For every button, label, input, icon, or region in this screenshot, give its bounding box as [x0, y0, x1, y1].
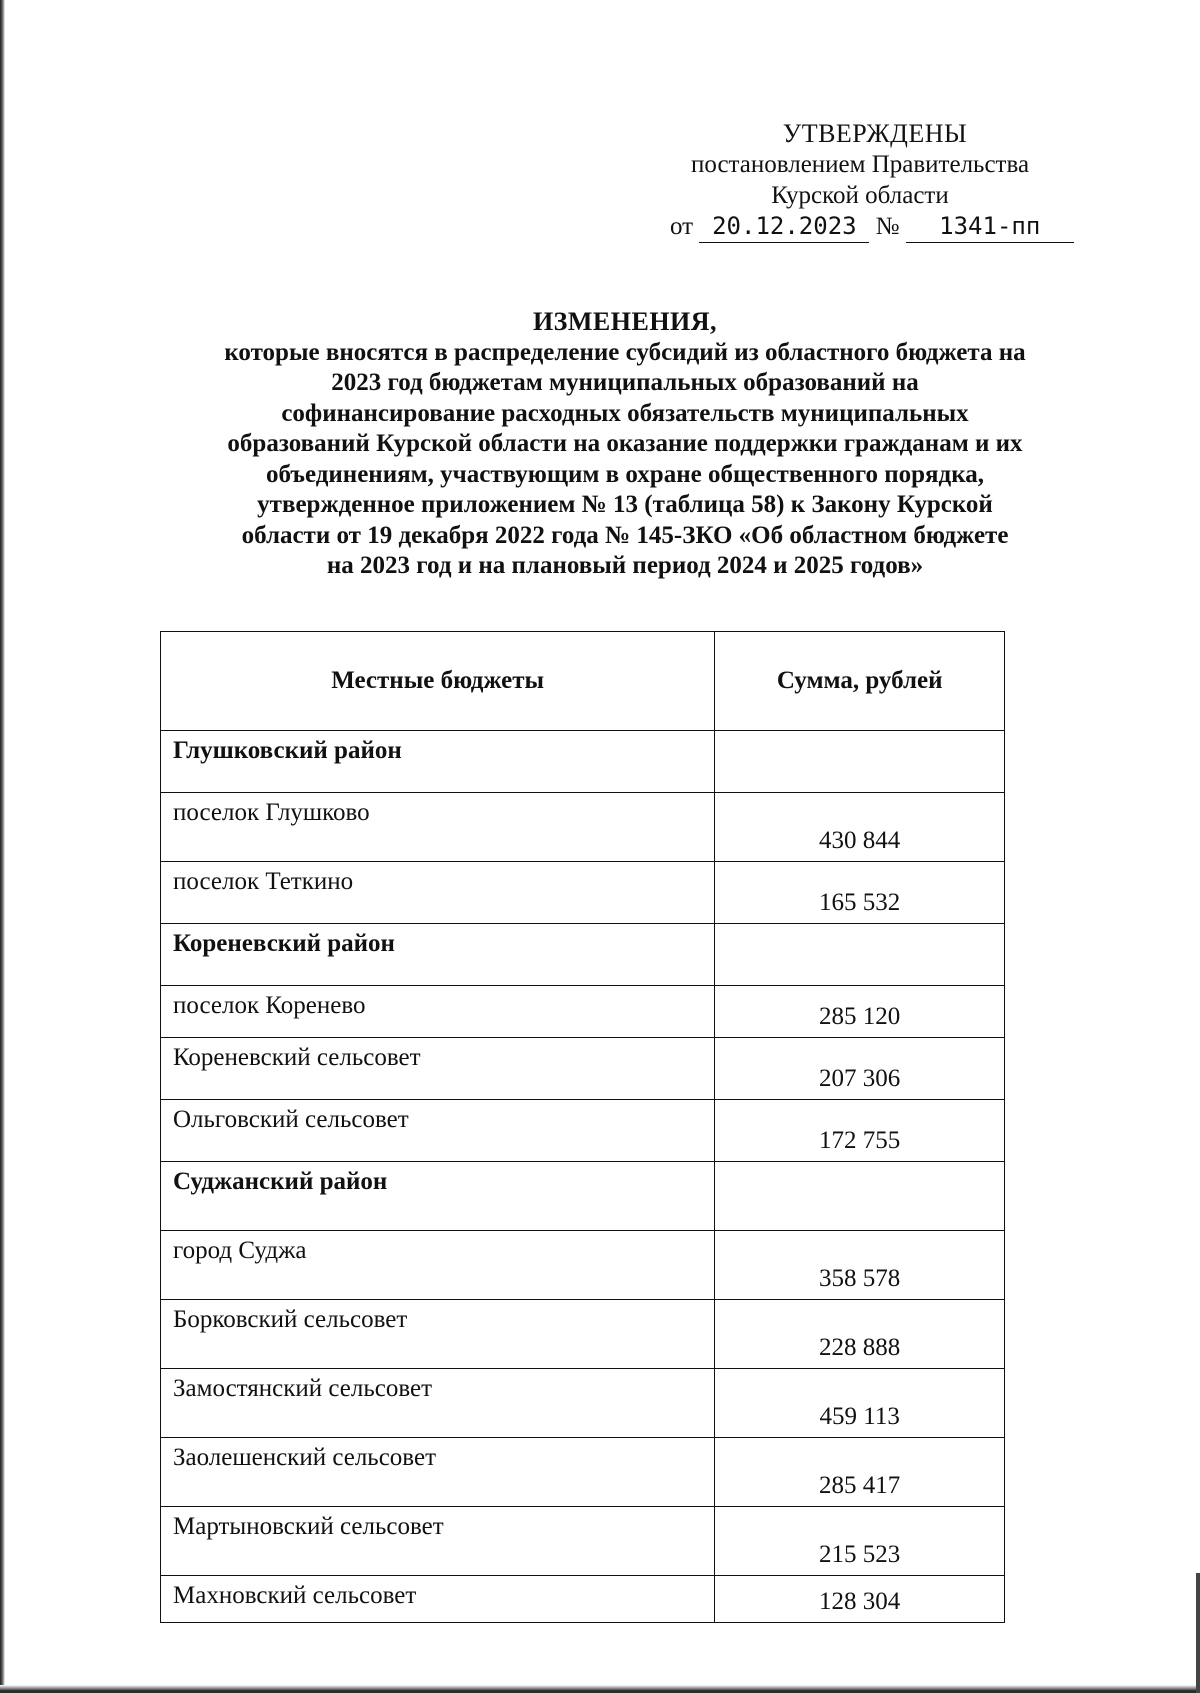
- scan-edge-corner: [1196, 1573, 1200, 1693]
- approval-block: [640, 118, 1080, 243]
- header-local-budgets: Местные бюджеты: [161, 632, 715, 731]
- row-sum: [715, 1162, 1005, 1231]
- row-name: Глушковский район: [161, 731, 715, 793]
- approval-date: 20.12.2023: [699, 211, 869, 243]
- row-sum: 228 888: [715, 1300, 1005, 1369]
- row-name: Мартыновский сельсовет: [161, 1507, 715, 1576]
- row-name: поселок Теткино: [161, 862, 715, 924]
- table-row: [161, 1369, 1005, 1438]
- budget-table: [160, 631, 1005, 1623]
- row-name: город Суджа: [161, 1231, 715, 1300]
- document-heading: [150, 307, 1100, 582]
- table-row: [161, 1438, 1005, 1507]
- table-row-district: [161, 924, 1005, 986]
- heading-line: утвержденное приложением № 13 (таблица 58) к Закону Курской: [257, 491, 993, 518]
- row-sum: [715, 924, 1005, 986]
- row-name: поселок Глушково: [161, 793, 715, 862]
- row-name: Кореневский сельсовет: [161, 1038, 715, 1100]
- approval-title: УТВЕРЖДЕНЫ: [782, 119, 968, 148]
- row-sum: 285 417: [715, 1438, 1005, 1507]
- heading-title: ИЗМЕНЕНИЯ,: [532, 307, 718, 336]
- row-name: Борковский сельсовет: [161, 1300, 715, 1369]
- row-name: Замостянский сельсовет: [161, 1369, 715, 1438]
- table-header-row: [161, 632, 1005, 731]
- number-prefix: №: [875, 213, 900, 240]
- row-sum: [715, 731, 1005, 793]
- row-name: Махновский сельсовет: [161, 1576, 715, 1623]
- row-name: Кореневский район: [161, 924, 715, 986]
- row-sum: 207 306: [715, 1038, 1005, 1100]
- header-sum: Сумма, рублей: [715, 632, 1005, 731]
- heading-line: объединениям, участвующим в охране общественного порядка,: [266, 460, 984, 488]
- table-row-district: [161, 1162, 1005, 1231]
- row-name: Заолешенский сельсовет: [161, 1438, 715, 1507]
- scan-edge-left: [0, 0, 5, 1693]
- heading-line: которые вносятся в распределение субсидий из областного бюджета на: [224, 338, 1026, 366]
- approval-date-line: [640, 211, 1080, 243]
- table-row: [161, 1507, 1005, 1576]
- table-row: [161, 1300, 1005, 1369]
- heading-line: области от 19 декабря 2022 года № 145-ЗКО «Об областном бюджете: [241, 521, 1009, 549]
- row-name: Ольговский сельсовет: [161, 1100, 715, 1162]
- heading-line: на 2023 год и на плановый период 2024 и 2025 годов»: [326, 552, 924, 579]
- row-sum: 165 532: [715, 862, 1005, 924]
- row-name: Суджанский район: [161, 1162, 715, 1231]
- row-sum: 172 755: [715, 1100, 1005, 1162]
- row-sum: 285 120: [715, 986, 1005, 1038]
- table-row: [161, 862, 1005, 924]
- heading-line: образований Курской области на оказание поддержки гражданам и их: [227, 430, 1023, 457]
- table-row: [161, 1576, 1005, 1623]
- date-prefix: от: [670, 213, 694, 240]
- row-sum: 128 304: [715, 1576, 1005, 1623]
- heading-line: 2023 год бюджетам муниципальных образований на: [331, 369, 919, 396]
- row-sum: 358 578: [715, 1231, 1005, 1300]
- approval-line-1: постановлением Правительства: [690, 151, 1030, 178]
- row-sum: 459 113: [715, 1369, 1005, 1438]
- table-row: [161, 1231, 1005, 1300]
- scan-edge-bottom: [0, 1685, 1200, 1693]
- table-row-district: [161, 731, 1005, 793]
- table-row: [161, 1038, 1005, 1100]
- row-name: поселок Коренево: [161, 986, 715, 1038]
- approval-line-2: Курской области: [771, 182, 949, 209]
- row-sum: 430 844: [715, 793, 1005, 862]
- row-sum: 215 523: [715, 1507, 1005, 1576]
- table-row: [161, 1100, 1005, 1162]
- table-row: [161, 986, 1005, 1038]
- approval-number: 1341-пп: [906, 211, 1074, 243]
- heading-line: софинансирование расходных обязательств муниципальных: [281, 399, 969, 427]
- table-row: [161, 793, 1005, 862]
